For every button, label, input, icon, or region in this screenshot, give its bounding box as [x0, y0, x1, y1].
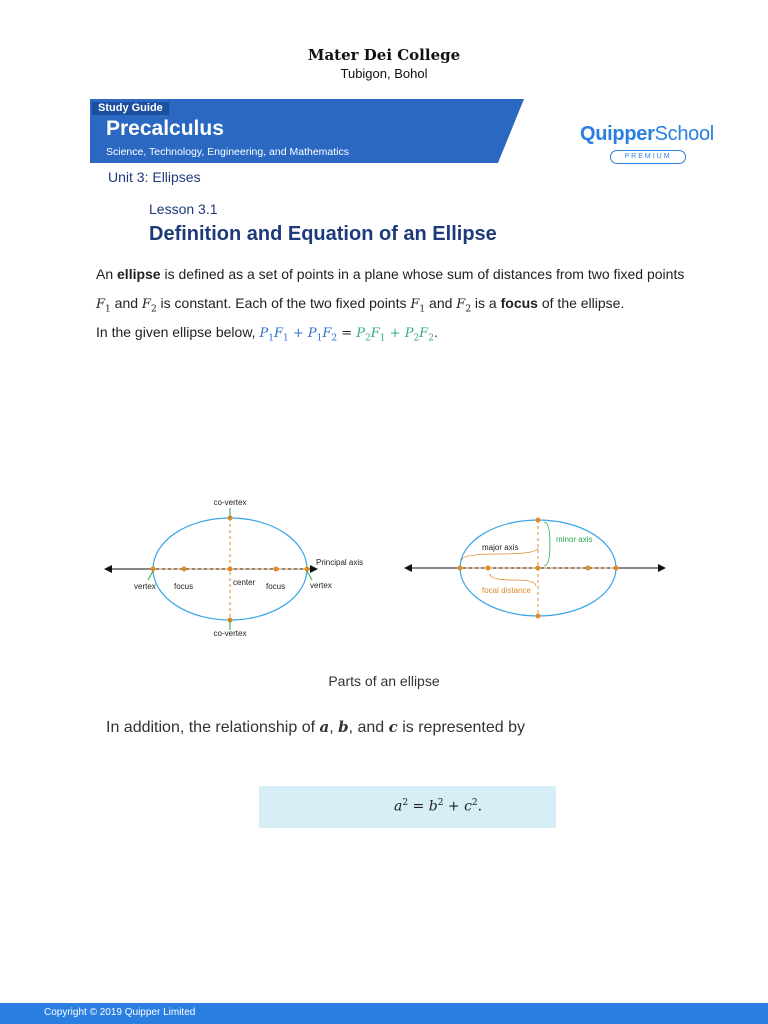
label-focus-left: focus — [174, 582, 194, 591]
focus-point-left — [486, 566, 491, 571]
vertex-pointer-left — [148, 571, 153, 580]
focus-point-right — [586, 566, 591, 571]
covertex-point-top — [536, 518, 541, 523]
label-principal-axis: Principal axis — [316, 558, 364, 567]
ellipse-axes-diagram — [400, 508, 670, 628]
focus-point-left — [182, 567, 187, 572]
quipper-logo — [580, 123, 714, 146]
copyright-text: Copyright © 2019 Quipper Limited — [44, 1007, 196, 1018]
term-ellipse: ellipse — [117, 266, 161, 282]
unit-heading: Unit 3: Ellipses — [108, 169, 201, 185]
label-major-axis: major axis — [482, 543, 519, 552]
vertex-point-left — [151, 567, 156, 572]
definition-line-3: In the given ellipse below, $P_1F_1 + P_1F_2 = P_2F_1 + P_2F_2$. — [96, 324, 438, 344]
center-point — [536, 566, 541, 571]
logo-brand-part1: Quipper — [580, 123, 655, 145]
equation-right-side: $P_2F_1 + P_2F_2$ — [356, 326, 434, 344]
definition-line-2: $F_1$ and $F_2$ is constant. Each of the two fixed points $F_1$ and $F_2$ is a focus of the ellipse. — [96, 295, 625, 315]
banner-tag: Study Guide — [92, 102, 169, 115]
logo-brand-part2: School — [654, 123, 714, 145]
vertex-point-left — [458, 566, 463, 571]
lesson-title: Definition and Equation of an Ellipse — [149, 223, 497, 245]
definition-line-1: An ellipse is defined as a set of points in a plane whose sum of distances from two fixed points — [96, 266, 685, 282]
center-point — [228, 567, 233, 572]
focal-distance-brace — [490, 574, 536, 586]
minor-axis-brace — [544, 522, 550, 566]
axis-arrow-right — [658, 564, 666, 572]
college-name: Mater Dei College — [307, 46, 461, 64]
vertex-point-right — [305, 567, 310, 572]
vertex-point-right — [614, 566, 619, 571]
label-focus-right: focus — [266, 582, 286, 591]
formula-equation: $a^2 = b^2 + c^2$. — [394, 798, 483, 815]
focus-point-right — [274, 567, 279, 572]
term-focus: focus — [500, 295, 538, 311]
label-covertex-bottom: co-vertex — [213, 629, 247, 638]
logo-premium-badge: PREMIUM — [610, 150, 686, 164]
lesson-number: Lesson 3.1 — [149, 201, 218, 217]
ellipse-parts-diagram — [96, 492, 386, 644]
label-covertex-top: co-vertex — [213, 498, 247, 507]
covertex-point-bottom — [536, 614, 541, 619]
figure-caption: Parts of an ellipse — [328, 673, 440, 689]
course-title: Precalculus — [106, 117, 224, 140]
axis-arrow-left — [104, 565, 112, 573]
relation-sentence: In addition, the relationship of a, b, and c is represented by — [106, 718, 525, 736]
label-vertex-right: vertex — [310, 581, 332, 590]
axis-arrow-left — [404, 564, 412, 572]
equation-left-side: $P_1F_1 + P_1F_2$ — [259, 326, 338, 344]
label-minor-axis: minor axis — [556, 535, 593, 544]
label-vertex-left: vertex — [134, 582, 156, 591]
college-location: Tubigon, Bohol — [340, 66, 428, 81]
course-subtitle: Science, Technology, Engineering, and Mathematics — [106, 146, 350, 158]
label-center: center — [233, 578, 256, 587]
label-focal-distance: focal distance — [482, 586, 531, 595]
